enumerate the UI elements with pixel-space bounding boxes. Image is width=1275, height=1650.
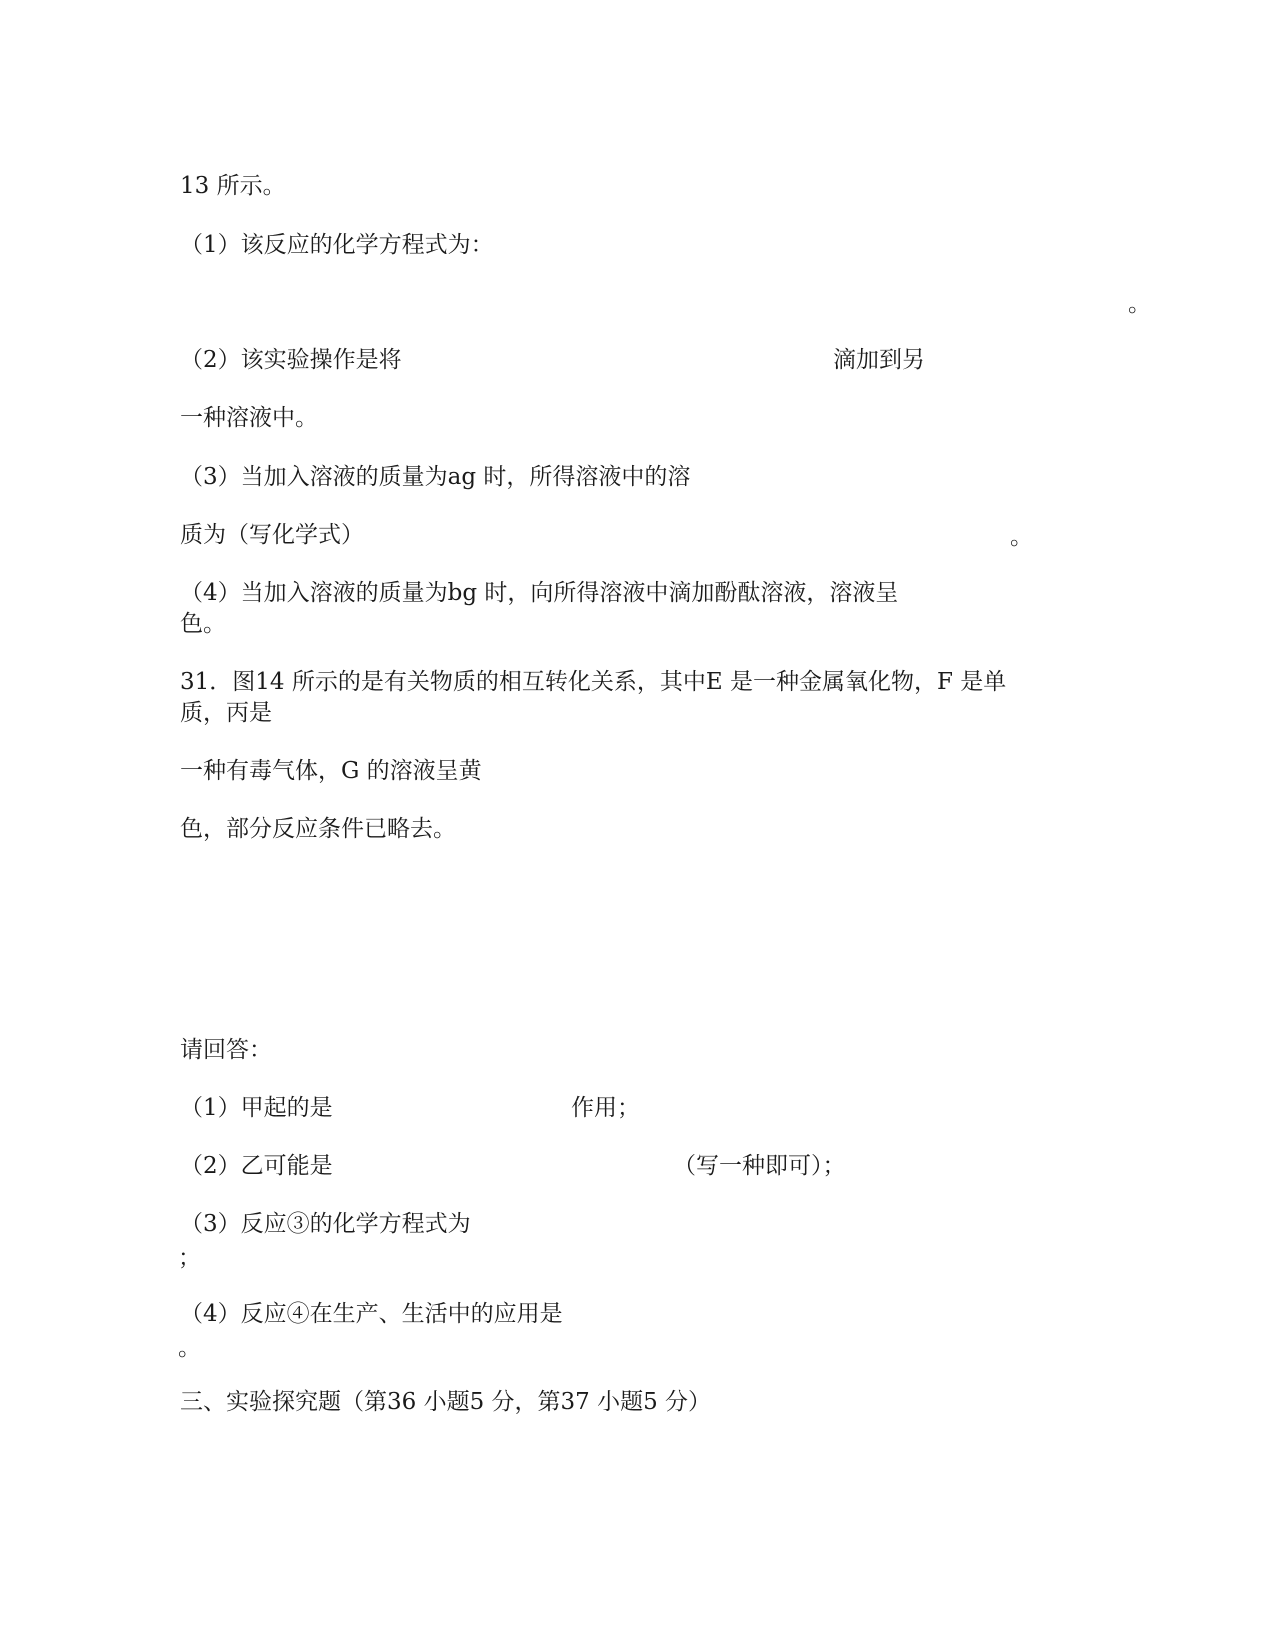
- q31-sub3: （3）反应③的化学方程式为: [180, 1211, 471, 1237]
- q31-ask: 请回答：: [180, 1037, 272, 1063]
- q31-stem-line2: 质，丙是: [180, 700, 272, 726]
- q30-part3-end: 。: [1010, 524, 1033, 550]
- q30-part3: （3）当加入溶液的质量为ag 时，所得溶液中的溶: [180, 464, 691, 490]
- q31-sub3-end: ；: [178, 1245, 201, 1271]
- q31-sub2-tail: （写一种即可）；: [673, 1153, 846, 1179]
- q31-sub4-end: 。: [178, 1335, 201, 1361]
- q30-part1: （1）该反应的化学方程式为：: [180, 232, 494, 258]
- q31-sub4: （4）反应④在生产、生活中的应用是: [180, 1301, 563, 1327]
- q30-part4-cont: 色。: [180, 611, 226, 637]
- q31-stem-line3: 一种有毒气体，G 的溶液呈黄: [180, 758, 482, 784]
- q30-part2-tail: 滴加到另: [833, 347, 925, 373]
- q31-stem-line1: 31．图14 所示的是有关物质的相互转化关系，其中E 是一种金属氧化物，F 是单: [180, 669, 1007, 695]
- q31-sub1-tail: 作用；: [571, 1095, 640, 1121]
- q30-part2: （2）该实验操作是将: [180, 347, 402, 373]
- q30-part2-cont: 一种溶液中。: [180, 405, 318, 431]
- section3-title: 三、实验探究题（第36 小题5 分，第37 小题5 分）: [180, 1389, 712, 1415]
- q30-intro: 13 所示。: [180, 173, 286, 199]
- q31-sub2: （2）乙可能是: [180, 1153, 333, 1179]
- q31-stem-line4: 色，部分反应条件已略去。: [180, 816, 456, 842]
- q30-part4: （4）当加入溶液的质量为bg 时，向所得溶液中滴加酚酞溶液，溶液呈: [180, 580, 899, 606]
- q31-sub1: （1）甲起的是: [180, 1095, 333, 1121]
- q30-part3-cont: 质为（写化学式）: [180, 522, 364, 548]
- q30-part1-end: 。: [1128, 291, 1151, 317]
